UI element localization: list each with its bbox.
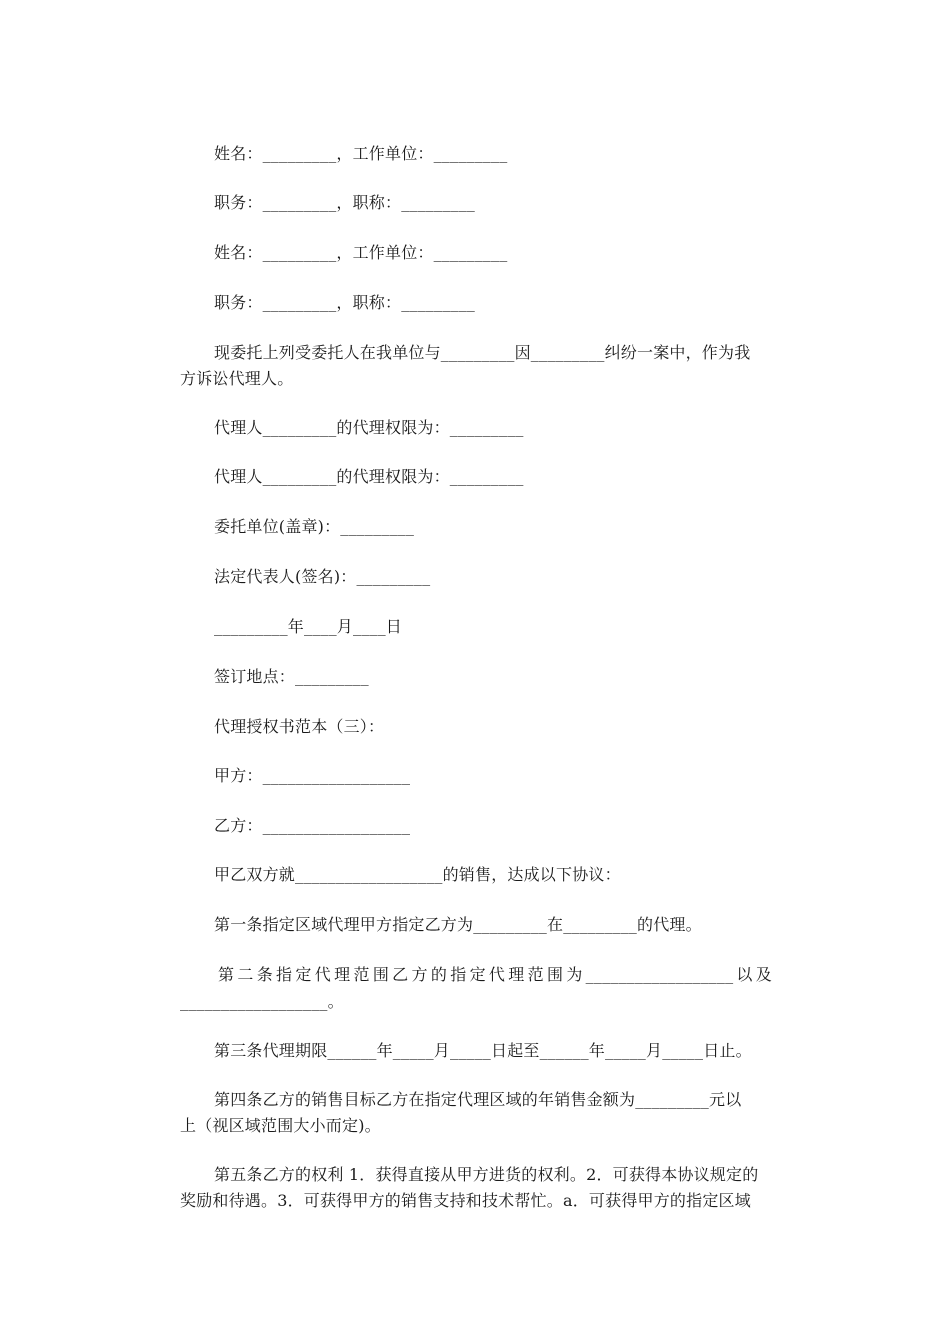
section-heading-template-three: 代理授权书范本（三）：	[214, 717, 385, 736]
entrusting-unit-seal: 委托单位(盖章)：_________	[214, 517, 415, 536]
party-a-line: 甲方：__________________	[214, 766, 411, 785]
party-b-line: 乙方：__________________	[214, 816, 411, 835]
entrust-paragraph-line-2: 方诉讼代理人。	[180, 369, 294, 388]
agent-authority-line-1: 代理人_________的代理权限为：_________	[214, 418, 524, 437]
entrust-paragraph-line-1: 现委托上列受委托人在我单位与_________因_________纠纷一案中，作为我	[214, 343, 751, 362]
article-five-line-1: 第五条乙方的权利 1．获得直接从甲方进货的权利。2．可获得本协议规定的	[214, 1165, 759, 1184]
article-three: 第三条代理期限______年_____月_____日起至______年_____月_____日止。	[214, 1041, 752, 1060]
article-four-line-1: 第四条乙方的销售目标乙方在指定代理区域的年销售金额为_________元以	[214, 1090, 742, 1109]
position-title-line-1: 职务：_________，职称：_________	[214, 193, 476, 212]
position-title-line-2: 职务：_________，职称：_________	[214, 293, 476, 312]
name-workplace-line-1: 姓名：_________，工作单位：_________	[214, 144, 508, 163]
name-workplace-line-2: 姓名：_________，工作单位：_________	[214, 243, 508, 262]
article-two-line-1: 第二条指定代理范围乙方的指定代理范围为__________________以及	[218, 965, 772, 984]
article-one: 第一条指定区域代理甲方指定乙方为_________在_________的代理。	[214, 915, 702, 934]
date-line: _________年____月____日	[214, 617, 403, 636]
legal-representative-signature: 法定代表人(签名)：_________	[214, 567, 431, 586]
article-four-line-2: 上（视区域范围大小而定)。	[180, 1116, 381, 1135]
signing-place: 签订地点：_________	[214, 667, 369, 686]
article-two-line-2: __________________。	[180, 992, 344, 1011]
agent-authority-line-2: 代理人_________的代理权限为：_________	[214, 467, 524, 486]
article-five-line-2: 奖励和待遇。3．可获得甲方的销售支持和技术帮忙。a．可获得甲方的指定区域	[180, 1191, 751, 1210]
agreement-intro: 甲乙双方就__________________的销售，达成以下协议：	[214, 865, 621, 884]
